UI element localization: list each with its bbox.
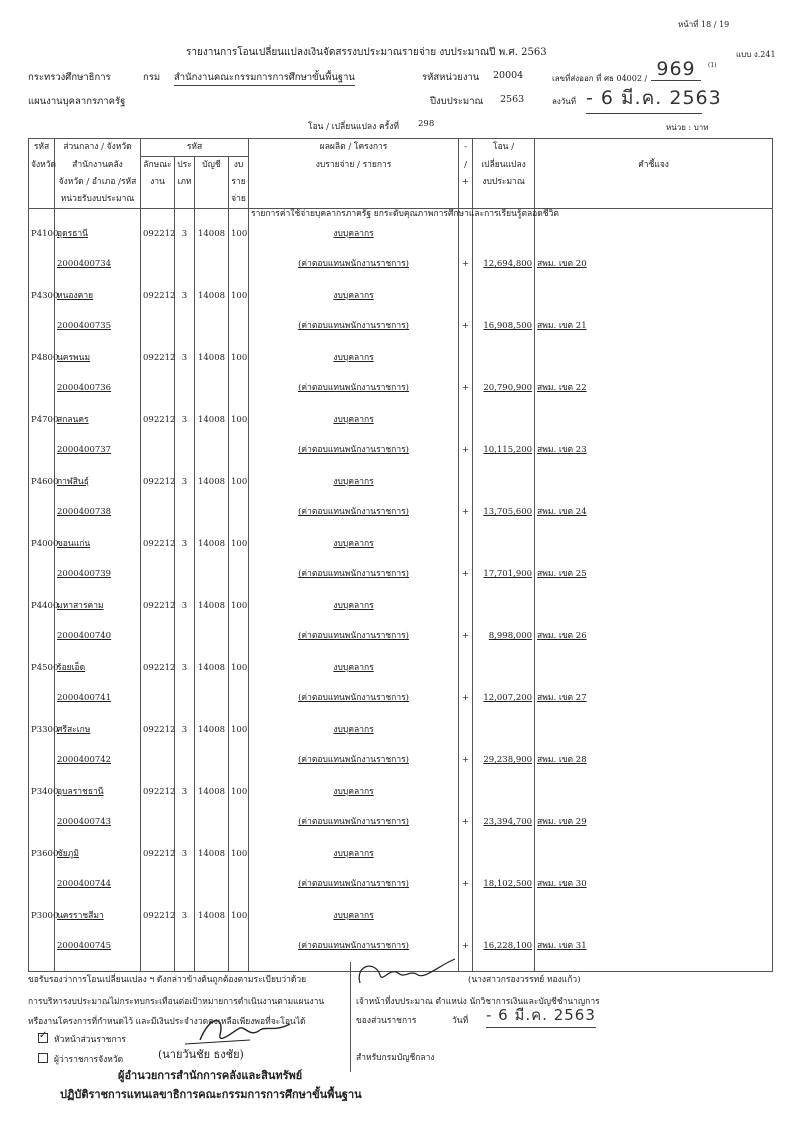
row-pcode: P3400 bbox=[29, 777, 55, 807]
signature-image bbox=[180, 1010, 300, 1050]
ministry-label: กระทรวงศึกษาธิการ bbox=[28, 72, 111, 83]
transfer-label: โอน / เปลี่ยนแปลง ครั้งที่ bbox=[308, 122, 399, 132]
col-agency: ส่วนกลาง / จังหวัด bbox=[55, 139, 141, 157]
row-budget: 100 bbox=[229, 839, 249, 869]
row-activity: 092212 bbox=[141, 219, 175, 249]
row-detail: (ค่าตอบแทนพนักงานราชการ) bbox=[249, 435, 459, 467]
row-sign: + bbox=[459, 249, 473, 281]
row-pcode: P4700 bbox=[29, 405, 55, 435]
officer-name: (นางสาวกรองวรรทย์ ทองแก้ว) bbox=[468, 975, 581, 985]
row-item: งบบุคลากร bbox=[249, 777, 459, 807]
fy-value: 2563 bbox=[500, 94, 525, 105]
table-row-detail bbox=[29, 311, 773, 343]
row-pcode: P3600 bbox=[29, 839, 55, 869]
col-account: บัญชี bbox=[195, 157, 229, 175]
row-account: 14008 bbox=[195, 839, 229, 869]
page-number: หน้าที่ 18 / 19 bbox=[678, 20, 730, 29]
table-row bbox=[29, 839, 773, 869]
row-account: 14008 bbox=[195, 653, 229, 683]
row-amount: 8,998,000 bbox=[473, 621, 535, 653]
row-remark: สพม. เขต 29 bbox=[535, 807, 773, 839]
row-budget: 100 bbox=[229, 405, 249, 435]
table-row bbox=[29, 467, 773, 497]
row-sign: + bbox=[459, 311, 473, 343]
table-row-detail bbox=[29, 745, 773, 777]
row-budget: 100 bbox=[229, 901, 249, 931]
report-title: รายงานการโอนเปลี่ยนแปลงเงินจัดสรรงบประมาณรายจ่าย งบประมาณปี พ.ศ. 2563 bbox=[186, 47, 547, 58]
transfer-table: รหัส ส่วนกลาง / จังหวัด รหัส ผลผลิต / โครงการ - โอน / จังหวัด สำนักงานคลัง ลักษณะ ประ บัญชี งบ งบรายจ่าย / รายการ / เปลี่ยนแปลง คำชี้แจง จังหวัด / อำเภอ /รหัส งาน เภท ราย + งบประมาณ หน่วยรับงบประมาณ จ่าย รายการค่าใช้จ่ายบุคลากรภาครัฐ ยกระดับคุณภาพการศึกษาและการเรียนรู้ตลอดชีวิต P4100 อุดรธานี 092212 3 14008 100 งบบุคลากร 2000400734 (ค่าตอบแทนพนักงานราชการ) + 12,694,800 สพม. เขต 20 P4300 หนองคาย 092212 3 14008 100 งบบุคลากร 2000400735 (ค่าตอบแทนพนักงานราชการ) + 16,908,500 สพม. เขต 21 P4800 นครพนม 092212 3 14008 100 งบบุคลากร 2000400736 (ค่าตอบแทนพนักงานราชการ) + 20,790,900 สพม. เขต 22 P4700 สกลนคร 092212 3 14008 100 งบบุคลากร 2000400737 (ค่าตอบแทนพนักงานราชการ) + 10,115,200 สพม. เขต 23 P4600 กาฬสินธุ์ 092212 3 14008 100 งบบุคลากร 2000400738 (ค่าตอบแทนพนักงานราชการ) + 13,705,600 สพม. เขต 24 P4000 ขอนแก่น 092212 3 14008 100 งบบุคลากร 2000400739 (ค่าตอบแทนพนักงานราชการ) + 17,701,900 สพม. เขต 25 P4400 มหาสารคาม 092212 3 14008 100 งบบุคลากร 2000400740 (ค่าตอบแทนพนักงานราชการ) + 8,998,000 สพม. เขต 26 P4500 ร้อยเอ็ด 092212 3 14008 100 งบบุคลากร 2000400741 (ค่าตอบแทนพนักงานราชการ) + 12,007,200 สพม. เขต 27 P3300 ศรีสะเกษ 092212 3 14008 100 งบบุคลากร 2000400742 (ค่าตอบแทนพนักงานราชการ) + 29,238,900 สพม. เขต 28 P3400 อุบลราชธานี 092212 3 14008 100 งบบุคลากร 2000400743 (ค่าตอบแทนพนักงานราชการ) + 23,394,700 สพม. เขต 29 P3600 ชัยภูมิ 092212 3 14008 100 งบบุคลากร 2000400744 (ค่าตอบแทนพนักงานราชการ) + 18,102,500 สพม. เขต 30 P3000 นครราชสีมา 092212 3 14008 100 งบบุคลากร 2000400745 (ค่าตอบแทนพนักงานราชการ) + 16,228,100 สพม. เขต 31 bbox=[28, 138, 773, 972]
row-type: 3 bbox=[175, 467, 195, 497]
row-pcode: P4100 bbox=[29, 219, 55, 249]
row-type: 3 bbox=[175, 839, 195, 869]
row-account: 14008 bbox=[195, 777, 229, 807]
row-detail: (ค่าตอบแทนพนักงานราชการ) bbox=[249, 869, 459, 901]
col-code: รหัส bbox=[29, 139, 55, 157]
table-row-detail bbox=[29, 869, 773, 901]
plan-label: แผนงานบุคลากรภาครัฐ bbox=[28, 96, 126, 107]
row-unit-code: 2000400736 bbox=[55, 373, 141, 405]
row-budget: 100 bbox=[229, 343, 249, 373]
row-account: 14008 bbox=[195, 281, 229, 311]
table-row bbox=[29, 219, 773, 249]
row-detail: (ค่าตอบแทนพนักงานราชการ) bbox=[249, 683, 459, 715]
row-province: อุบลราชธานี bbox=[55, 777, 141, 807]
table-row-detail bbox=[29, 373, 773, 405]
table-row bbox=[29, 343, 773, 373]
row-province: ร้อยเอ็ด bbox=[55, 653, 141, 683]
row-type: 3 bbox=[175, 715, 195, 745]
checkbox-icon[interactable] bbox=[38, 1053, 48, 1063]
row-account: 14008 bbox=[195, 219, 229, 249]
table-row bbox=[29, 591, 773, 621]
row-remark: สพม. เขต 28 bbox=[535, 745, 773, 777]
col-budget: งบ bbox=[229, 157, 249, 175]
row-unit-code: 2000400738 bbox=[55, 497, 141, 529]
row-province: อุดรธานี bbox=[55, 219, 141, 249]
row-pcode: P4000 bbox=[29, 529, 55, 559]
row-amount: 17,701,900 bbox=[473, 559, 535, 591]
row-province: หนองคาย bbox=[55, 281, 141, 311]
row-item: งบบุคลากร bbox=[249, 281, 459, 311]
cert-line-3: หรืองานโครงการที่กำหนดไว้ และมีเงินประจำงวดคงเหลือเพียงพอที่จะโอนได้ bbox=[28, 1017, 306, 1027]
col-sign: - bbox=[459, 139, 473, 157]
row-item: งบบุคลากร bbox=[249, 591, 459, 621]
row-budget: 100 bbox=[229, 777, 249, 807]
row-unit-code: 2000400741 bbox=[55, 683, 141, 715]
row-detail: (ค่าตอบแทนพนักงานราชการ) bbox=[249, 621, 459, 653]
row-activity: 092212 bbox=[141, 777, 175, 807]
row-activity: 092212 bbox=[141, 653, 175, 683]
row-pcode: P4300 bbox=[29, 281, 55, 311]
row-unit-code: 2000400745 bbox=[55, 931, 141, 963]
row-remark: สพม. เขต 21 bbox=[535, 311, 773, 343]
row-unit-code: 2000400742 bbox=[55, 745, 141, 777]
row-activity: 092212 bbox=[141, 281, 175, 311]
table-row bbox=[29, 901, 773, 931]
doc-no: 969 bbox=[651, 58, 701, 81]
row-unit-code: 2000400735 bbox=[55, 311, 141, 343]
row-detail: (ค่าตอบแทนพนักงานราชการ) bbox=[249, 559, 459, 591]
table-row-detail bbox=[29, 559, 773, 591]
row-pcode: P4400 bbox=[29, 591, 55, 621]
row-type: 3 bbox=[175, 653, 195, 683]
row-budget: 100 bbox=[229, 715, 249, 745]
col-activity: ลักษณะ bbox=[141, 157, 175, 175]
row-remark: สพม. เขต 25 bbox=[535, 559, 773, 591]
table-row-detail bbox=[29, 435, 773, 467]
row-sign: + bbox=[459, 745, 473, 777]
date-value: - 6 มี.ค. 2563 bbox=[586, 83, 702, 114]
row-type: 3 bbox=[175, 529, 195, 559]
row-unit-code: 2000400734 bbox=[55, 249, 141, 281]
row-type: 3 bbox=[175, 777, 195, 807]
officer-position: เจ้าหน้าที่งบประมาณ ตำแหน่ง นักวิชาการเงินและบัญชีชำนาญการ bbox=[356, 997, 600, 1007]
row-sign: + bbox=[459, 621, 473, 653]
row-type: 3 bbox=[175, 281, 195, 311]
signer-name: (นายวันชัย ธงชัย) bbox=[158, 1048, 244, 1061]
table-row bbox=[29, 777, 773, 807]
table-row-detail bbox=[29, 683, 773, 715]
row-account: 14008 bbox=[195, 405, 229, 435]
row-detail: (ค่าตอบแทนพนักงานราชการ) bbox=[249, 807, 459, 839]
row-amount: 20,790,900 bbox=[473, 373, 535, 405]
row-sign: + bbox=[459, 931, 473, 963]
option-governor[interactable]: ผู้ว่าราชการจังหวัด bbox=[38, 1052, 123, 1066]
row-pcode: P4600 bbox=[29, 467, 55, 497]
table-row-detail bbox=[29, 249, 773, 281]
cert-line-1: ขอรับรองว่าการโอนเปลี่ยนแปลง ฯ ดังกล่าวข้างต้นถูกต้องตามระเบียบว่าด้วย bbox=[28, 975, 307, 985]
row-budget: 100 bbox=[229, 529, 249, 559]
row-item: งบบุคลากร bbox=[249, 405, 459, 435]
row-detail: (ค่าตอบแทนพนักงานราชการ) bbox=[249, 497, 459, 529]
row-remark: สพม. เขต 26 bbox=[535, 621, 773, 653]
row-activity: 092212 bbox=[141, 591, 175, 621]
unit-baht: หน่วย : บาท bbox=[666, 123, 709, 132]
row-activity: 092212 bbox=[141, 529, 175, 559]
row-amount: 29,238,900 bbox=[473, 745, 535, 777]
row-type: 3 bbox=[175, 405, 195, 435]
signer-position-1: ผู้อำนวยการสำนักการคลังและสินทรัพย์ bbox=[118, 1069, 303, 1082]
table-row bbox=[29, 529, 773, 559]
row-remark: สพม. เขต 27 bbox=[535, 683, 773, 715]
unit-code-label: รหัสหน่วยงาน bbox=[422, 72, 480, 83]
transfer-no: 298 bbox=[418, 119, 435, 129]
row-amount: 18,102,500 bbox=[473, 869, 535, 901]
row-type: 3 bbox=[175, 591, 195, 621]
row-account: 14008 bbox=[195, 529, 229, 559]
doc-no-mark: (1) bbox=[708, 62, 717, 69]
row-sign: + bbox=[459, 683, 473, 715]
row-remark: สพม. เขต 22 bbox=[535, 373, 773, 405]
cert-line-2: การบริหารงบประมาณไม่กระทบกระเทือนต่อเป้าหมายการดำเนินงานตามแผนงาน bbox=[28, 997, 325, 1007]
row-detail: (ค่าตอบแทนพนักงานราชการ) bbox=[249, 311, 459, 343]
dept-value: สำนักงานคณะกรรมการการศึกษาขั้นพื้นฐาน bbox=[174, 70, 355, 86]
row-pcode: P4500 bbox=[29, 653, 55, 683]
row-item: งบบุคลากร bbox=[249, 343, 459, 373]
row-item: งบบุคลากร bbox=[249, 529, 459, 559]
row-remark: สพม. เขต 20 bbox=[535, 249, 773, 281]
row-sign: + bbox=[459, 807, 473, 839]
row-remark: สพม. เขต 30 bbox=[535, 869, 773, 901]
officer-date: - 6 มี.ค. 2563 bbox=[486, 1003, 596, 1028]
table-row bbox=[29, 405, 773, 435]
row-activity: 092212 bbox=[141, 343, 175, 373]
col-amount: โอน / bbox=[473, 139, 535, 157]
fy-label: ปีงบประมาณ bbox=[430, 96, 484, 107]
row-pcode: P3000 bbox=[29, 901, 55, 931]
row-activity: 092212 bbox=[141, 715, 175, 745]
footer-divider bbox=[350, 962, 351, 1072]
row-amount: 13,705,600 bbox=[473, 497, 535, 529]
cgd-label: สำหรับกรมบัญชีกลาง bbox=[356, 1053, 435, 1063]
row-amount: 10,115,200 bbox=[473, 435, 535, 467]
row-account: 14008 bbox=[195, 343, 229, 373]
officer-date-label: วันที่ bbox=[452, 1016, 469, 1026]
doc-no-label: เลขที่ส่งออก ที่ ศธ 04002 / bbox=[552, 74, 648, 83]
row-type: 3 bbox=[175, 901, 195, 931]
row-budget: 100 bbox=[229, 467, 249, 497]
row-unit-code: 2000400743 bbox=[55, 807, 141, 839]
row-item: งบบุคลากร bbox=[249, 839, 459, 869]
row-account: 14008 bbox=[195, 591, 229, 621]
row-pcode: P3300 bbox=[29, 715, 55, 745]
row-province: มหาสารคาม bbox=[55, 591, 141, 621]
col-code-group: รหัส bbox=[141, 139, 249, 157]
row-detail: (ค่าตอบแทนพนักงานราชการ) bbox=[249, 931, 459, 963]
row-item: งบบุคลากร bbox=[249, 715, 459, 745]
row-detail: (ค่าตอบแทนพนักงานราชการ) bbox=[249, 745, 459, 777]
row-budget: 100 bbox=[229, 281, 249, 311]
table-row bbox=[29, 653, 773, 683]
row-type: 3 bbox=[175, 343, 195, 373]
row-remark: สพม. เขต 31 bbox=[535, 931, 773, 963]
row-activity: 092212 bbox=[141, 467, 175, 497]
row-unit-code: 2000400740 bbox=[55, 621, 141, 653]
row-amount: 16,908,500 bbox=[473, 311, 535, 343]
form-code: แบบ ง.241 bbox=[736, 50, 776, 59]
row-account: 14008 bbox=[195, 715, 229, 745]
col-province-code: จังหวัด bbox=[29, 157, 55, 175]
row-pcode: P4800 bbox=[29, 343, 55, 373]
row-activity: 092212 bbox=[141, 839, 175, 869]
row-sign: + bbox=[459, 869, 473, 901]
date-label: ลงวันที่ bbox=[552, 97, 577, 106]
row-account: 14008 bbox=[195, 901, 229, 931]
row-province: ชัยภูมิ bbox=[55, 839, 141, 869]
row-detail: (ค่าตอบแทนพนักงานราชการ) bbox=[249, 373, 459, 405]
table-row-detail bbox=[29, 497, 773, 529]
row-province: นครราชสีมา bbox=[55, 901, 141, 931]
row-unit-code: 2000400737 bbox=[55, 435, 141, 467]
row-item: งบบุคลากร bbox=[249, 219, 459, 249]
row-account: 14008 bbox=[195, 467, 229, 497]
signer-position-2: ปฏิบัติราชการแทนเลขาธิการคณะกรรมการการศึกษาขั้นพื้นฐาน bbox=[60, 1088, 362, 1101]
dept-label: กรม bbox=[143, 72, 161, 83]
row-budget: 100 bbox=[229, 591, 249, 621]
row-sign: + bbox=[459, 497, 473, 529]
row-activity: 092212 bbox=[141, 901, 175, 931]
row-sign: + bbox=[459, 373, 473, 405]
row-activity: 092212 bbox=[141, 405, 175, 435]
row-remark: สพม. เขต 24 bbox=[535, 497, 773, 529]
unit-code: 20004 bbox=[493, 70, 524, 81]
row-budget: 100 bbox=[229, 653, 249, 683]
row-province: ขอนแก่น bbox=[55, 529, 141, 559]
option-head-of-agency[interactable]: ✓หัวหน้าส่วนราชการ bbox=[38, 1032, 126, 1046]
row-item: งบบุคลากร bbox=[249, 467, 459, 497]
row-item: งบบุคลากร bbox=[249, 901, 459, 931]
row-unit-code: 2000400739 bbox=[55, 559, 141, 591]
row-unit-code: 2000400744 bbox=[55, 869, 141, 901]
row-amount: 12,694,800 bbox=[473, 249, 535, 281]
officer-agency: ของส่วนราชการ bbox=[356, 1016, 417, 1026]
row-province: นครพนม bbox=[55, 343, 141, 373]
col-type: ประ bbox=[175, 157, 195, 175]
table-row bbox=[29, 281, 773, 311]
table-row-detail bbox=[29, 807, 773, 839]
row-item: งบบุคลากร bbox=[249, 653, 459, 683]
row-province: กาฬสินธุ์ bbox=[55, 467, 141, 497]
row-type: 3 bbox=[175, 219, 195, 249]
col-remark: คำชี้แจง bbox=[535, 157, 773, 175]
row-sign: + bbox=[459, 435, 473, 467]
row-province: ศรีสะเกษ bbox=[55, 715, 141, 745]
row-amount: 12,007,200 bbox=[473, 683, 535, 715]
row-amount: 16,228,100 bbox=[473, 931, 535, 963]
row-budget: 100 bbox=[229, 219, 249, 249]
row-remark: สพม. เขต 23 bbox=[535, 435, 773, 467]
officer-signature-image bbox=[350, 955, 460, 991]
checkbox-checked-icon[interactable] bbox=[38, 1033, 48, 1043]
project-note: รายการค่าใช้จ่ายบุคลากรภาครัฐ ยกระดับคุณภาพการศึกษาและการเรียนรู้ตลอดชีวิต bbox=[249, 209, 459, 220]
row-sign: + bbox=[459, 559, 473, 591]
table-row-detail bbox=[29, 621, 773, 653]
row-amount: 23,394,700 bbox=[473, 807, 535, 839]
col-output: ผลผลิต / โครงการ bbox=[249, 139, 459, 157]
row-province: สกลนคร bbox=[55, 405, 141, 435]
row-detail: (ค่าตอบแทนพนักงานราชการ) bbox=[249, 249, 459, 281]
table-row bbox=[29, 715, 773, 745]
